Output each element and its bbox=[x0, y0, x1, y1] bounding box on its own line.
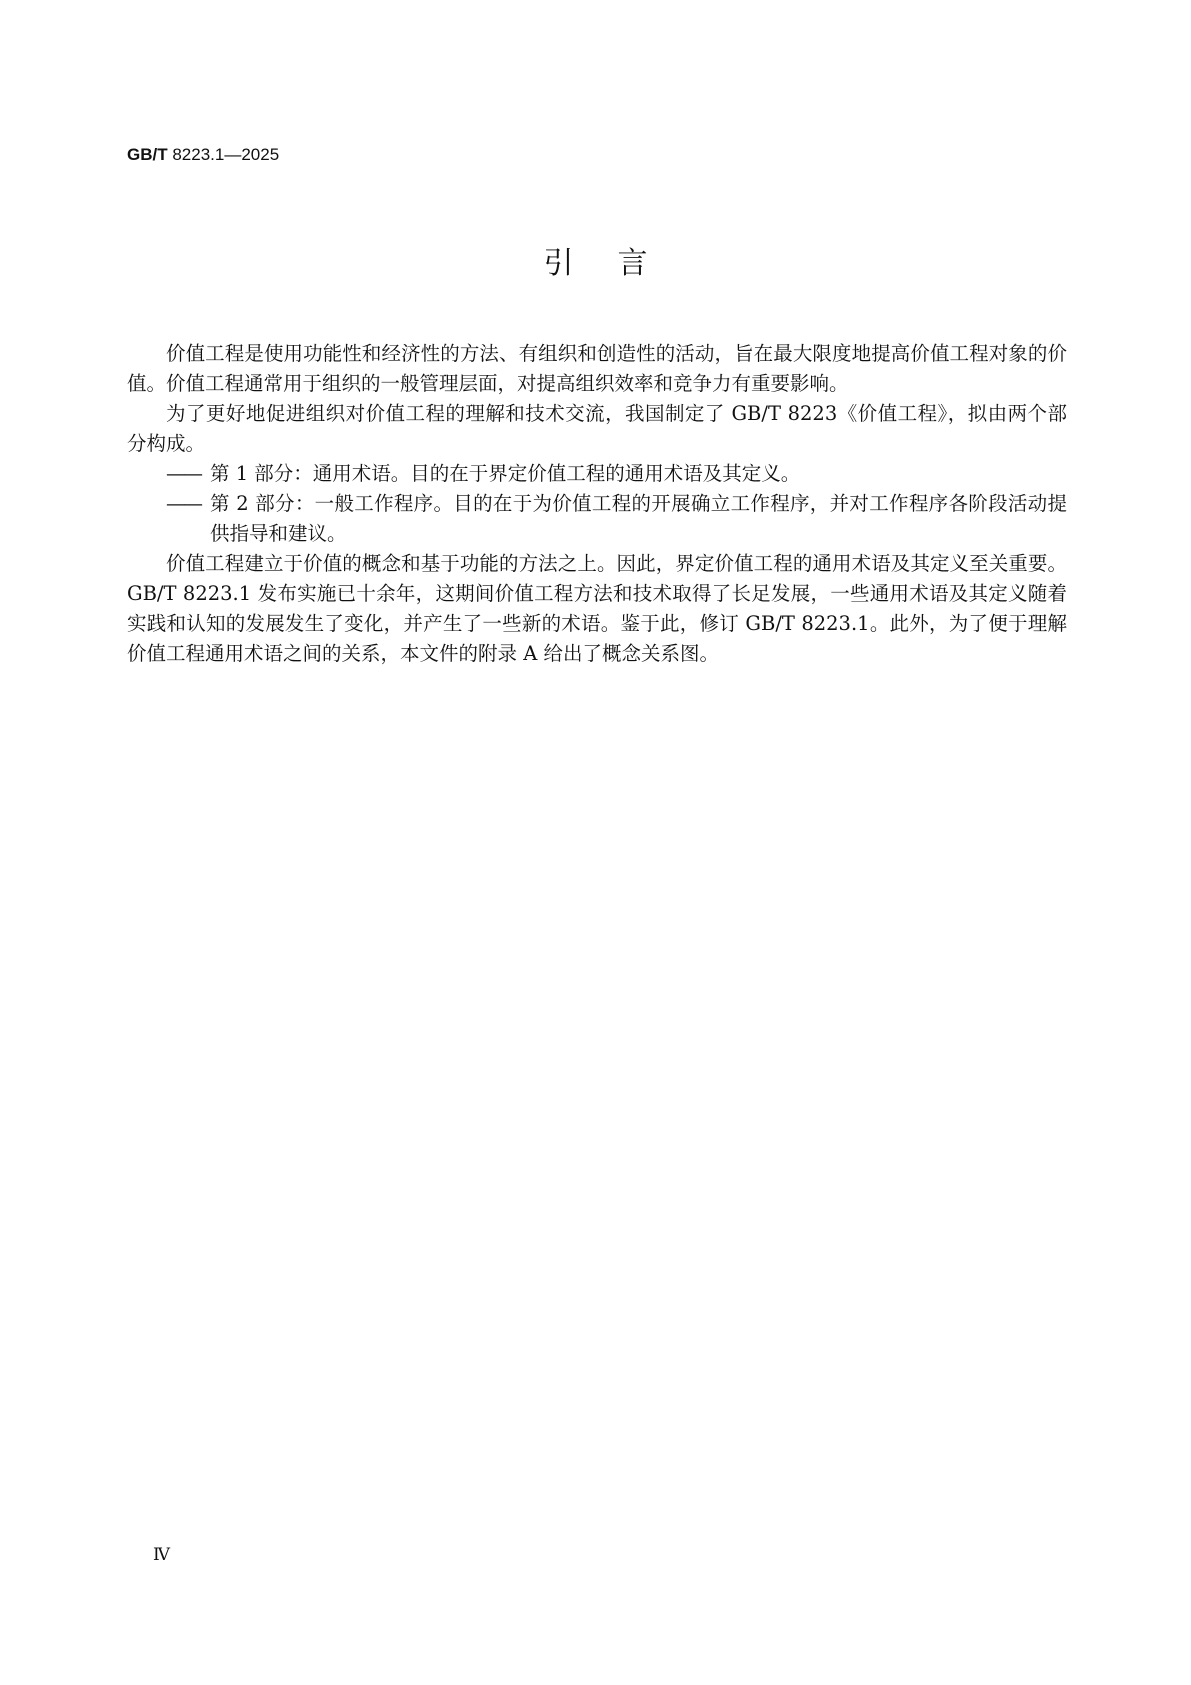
page-title: 引言 bbox=[543, 246, 692, 281]
document-body bbox=[127, 339, 1067, 669]
list-item-text: 第 1 部分：通用术语。目的在于界定价值工程的通用术语及其定义。 bbox=[210, 462, 801, 485]
list-item-text: 第 2 部分：一般工作程序。目的在于为价值工程的开展确立工作程序，并对工作程序各阶段活动提供指导和建议。 bbox=[210, 492, 1067, 545]
dash-marker: —— bbox=[166, 462, 201, 485]
paragraph: 价值工程是使用功能性和经济性的方法、有组织和创造性的活动，旨在最大限度地提高价值工程对象的价值。价值工程通常用于组织的一般管理层面，对提高组织效率和竞争力有重要影响。 bbox=[127, 342, 1067, 395]
list-item bbox=[127, 459, 1067, 489]
document-code bbox=[127, 143, 279, 167]
list-item bbox=[127, 489, 1067, 549]
document-code-number: 8223.1—2025 bbox=[172, 145, 280, 164]
document-code-prefix: GB/T bbox=[127, 145, 168, 164]
dash-marker: —— bbox=[166, 492, 201, 515]
page-number: Ⅳ bbox=[153, 1545, 170, 1565]
paragraph: 为了更好地促进组织对价值工程的理解和技术交流，我国制定了 GB/T 8223《价值工程》，拟由两个部分构成。 bbox=[127, 402, 1067, 455]
paragraph: 价值工程建立于价值的概念和基于功能的方法之上。因此，界定价值工程的通用术语及其定义至关重要。GB/T 8223.1 发布实施已十余年，这期间价值工程方法和技术取得了长足发展，一些通用术语及其定义随着实践和认知的发展发生了变化，并产生了一些新的术语。鉴于此，修订 GB/T 8223.1。此外，为了便于理解价值工程通用术语之间的关系，本文件的附录 A 给出了概念关系图。 bbox=[127, 552, 1067, 665]
